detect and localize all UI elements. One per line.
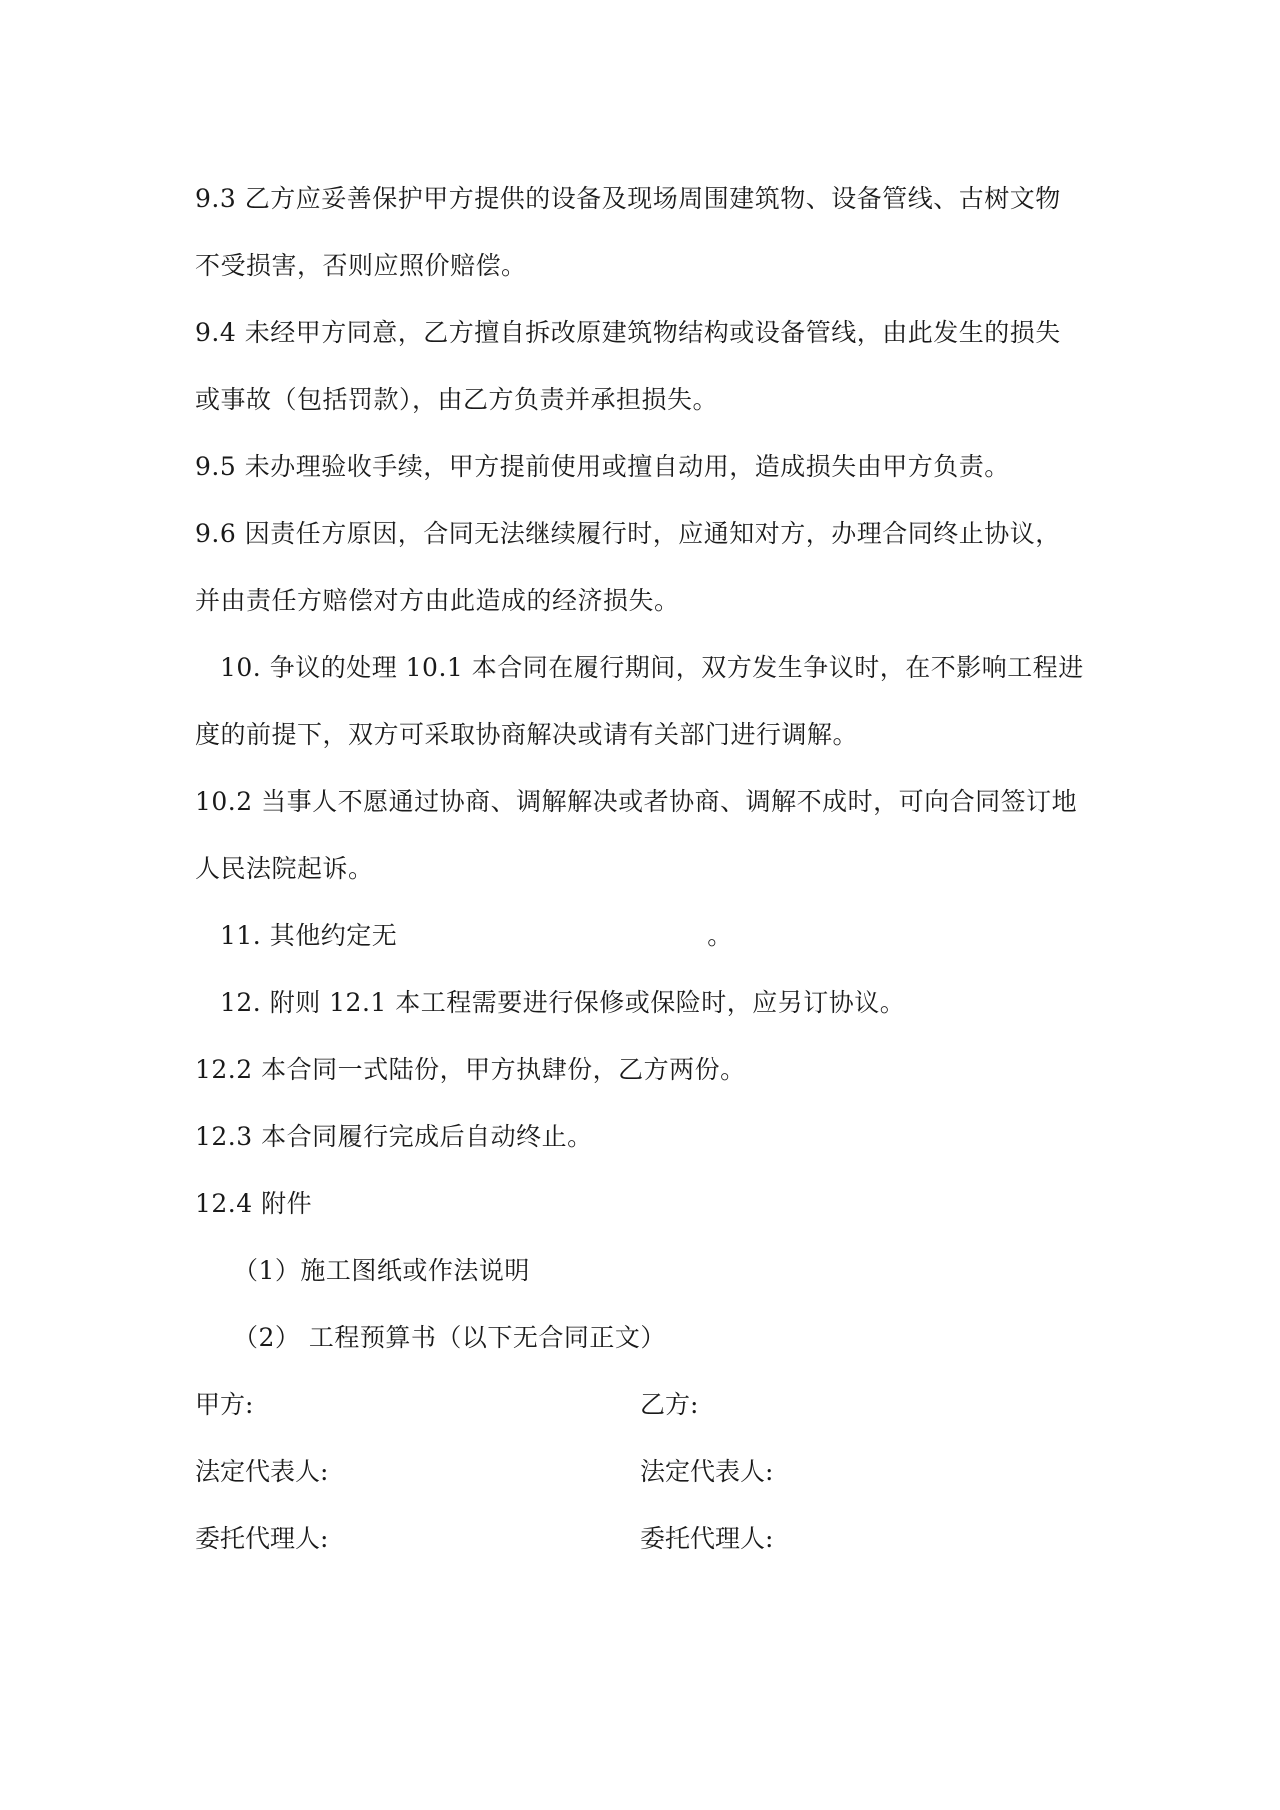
clause-12-2: 12.2 本合同一式陆份，甲方执肆份，乙方两份。	[195, 1055, 746, 1084]
clause-9-4-line-2: 或事故（包括罚款），由乙方负责并承担损失。	[195, 385, 719, 414]
signature-row-legal-rep	[195, 1438, 1095, 1505]
document-body	[195, 165, 1095, 1572]
clause-10-line-2: 度的前提下，双方可采取协商解决或请有关部门进行调解。	[195, 720, 859, 749]
signature-row-party	[195, 1371, 1095, 1438]
clause-11-end: 。	[707, 921, 733, 950]
clause-10-line-1: 10. 争议的处理 10.1 本合同在履行期间，双方发生争议时，在不影响工程进	[220, 653, 1084, 682]
clause-12-4: 12.4 附件	[195, 1189, 313, 1218]
clause-9-3-line-2: 不受损害，否则应照价赔偿。	[195, 251, 527, 280]
agent-b-label: 委托代理人:	[640, 1524, 774, 1553]
clause-11-label: 11. 其他约定无	[220, 921, 398, 950]
clause-9-5: 9.5 未办理验收手续，甲方提前使用或擅自动用，造成损失由甲方负责。	[195, 452, 1010, 481]
party-a-label: 甲方:	[195, 1390, 254, 1419]
agent-a-label: 委托代理人:	[195, 1524, 329, 1553]
clause-9-6-line-2: 并由责任方赔偿对方由此造成的经济损失。	[195, 586, 680, 615]
clause-9-6-line-1: 9.6 因责任方原因，合同无法继续履行时，应通知对方，办理合同终止协议，	[195, 519, 1061, 548]
clause-11	[195, 902, 1095, 969]
clause-9-3-line-1: 9.3 乙方应妥善保护甲方提供的设备及现场周围建筑物、设备管线、古树文物	[195, 184, 1061, 213]
party-b-label: 乙方:	[640, 1390, 699, 1419]
legal-rep-a-label: 法定代表人:	[195, 1457, 329, 1486]
attachment-1: （1）施工图纸或作法说明	[233, 1256, 530, 1285]
clause-12: 12. 附则 12.1 本工程需要进行保修或保险时，应另订协议。	[220, 988, 906, 1017]
clause-10-2-line-1: 10.2 当事人不愿通过协商、调解解决或者协商、调解不成时，可向合同签订地	[195, 787, 1078, 816]
clause-9-4-line-1: 9.4 未经甲方同意，乙方擅自拆改原建筑物结构或设备管线，由此发生的损失	[195, 318, 1061, 347]
legal-rep-b-label: 法定代表人:	[640, 1457, 774, 1486]
clause-10-2-line-2: 人民法院起诉。	[195, 854, 374, 883]
clause-12-3: 12.3 本合同履行完成后自动终止。	[195, 1122, 593, 1151]
attachment-2: （2） 工程预算书（以下无合同正文）	[233, 1323, 666, 1352]
signature-row-agent	[195, 1505, 1095, 1572]
